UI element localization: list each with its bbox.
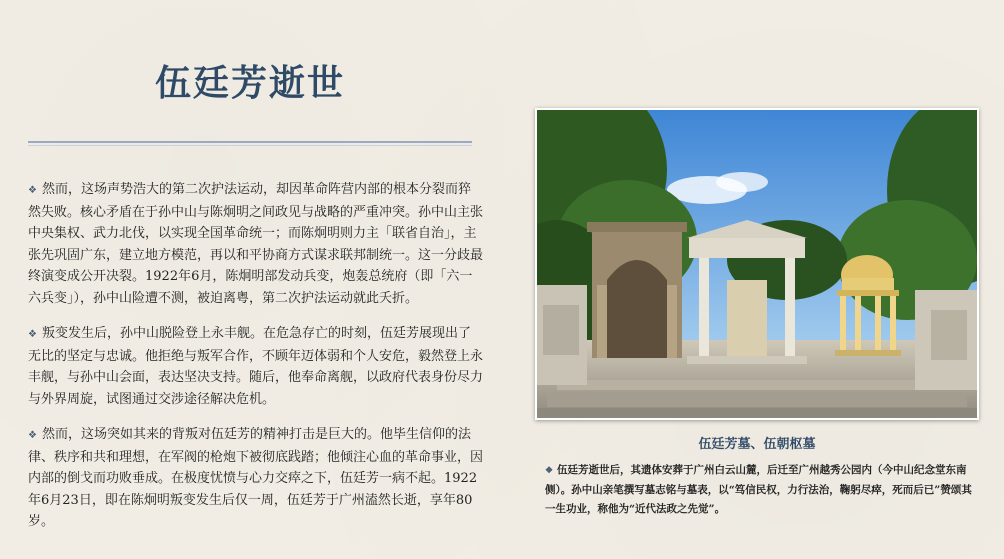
title-divider	[28, 141, 472, 147]
photo-note	[545, 461, 975, 519]
tomb-photo	[535, 108, 979, 420]
paragraph-3	[28, 424, 483, 533]
divider-line-thick	[28, 141, 472, 143]
tomb-photo-illustration	[537, 110, 977, 418]
paragraph-2-text: 叛变发生后，孙中山脱险登上永丰舰。在危急存亡的时刻，伍廷芳展现出了无比的坚定与忠诚。他拒绝与叛军合作，不顾年迈体弱和个人安危，毅然登上永丰舰，与孙中山会面，表达坚决支持。随后，他奉命离舰，以政府代表身份尽力与外界周旋，试图通过交涉途径解决危机。	[28, 326, 484, 407]
divider-line-thin	[28, 145, 472, 146]
paragraph-3-text: 然而，这场突如其来的背叛对伍廷芳的精神打击是巨大的。他毕生信仰的法律、秩序和共和理想，在军阀的枪炮下被彻底践踏；他倾注心血的革命事业，因内部的倒戈而功败垂成。在极度忧愤与心力交瘁之下，伍廷芳一病不起。1922年6月23日，即在陈炯明叛变发生后仅一周，伍廷芳于广州溘然长逝，享年80岁。	[28, 427, 484, 529]
diamond-bullet-icon: ❖	[28, 185, 37, 196]
diamond-bullet-icon: ❖	[28, 329, 37, 340]
diamond-bullet-icon: ❖	[28, 430, 37, 441]
paragraph-1	[28, 179, 483, 309]
photo-caption: 伍廷芳墓、伍朝枢墓	[698, 437, 816, 452]
paragraph-2	[28, 323, 483, 410]
slide-title: 伍廷芳逝世	[154, 62, 345, 104]
diamond-bullet-icon: ❖	[545, 466, 554, 476]
photo-note-text: 伍廷芳逝世后，其遗体安葬于广州白云山麓，后迁至广州越秀公园内（今中山纪念堂东南侧）。孙中山亲笔撰写墓志铭与墓表，以“笃信民权，力行法治，鞠躬尽瘁，死而后已”赞颂其一生功业，称他为“近代法政之先觉”。	[545, 464, 972, 515]
paragraph-1-text: 然而，这场声势浩大的第二次护法运动，却因革命阵营内部的根本分裂而猝然失败。核心矛盾在于孙中山与陈炯明之间政见与战略的严重冲突。孙中山主张中央集权、武力北伐，以实现全国革命统一；而陈炯明则力主「联省自治」，主张先巩固广东，建立地方模范，再以和平协商方式谋求联邦制统一。这一分歧最终演变成公开决裂。1922年6月，陈炯明部发动兵变，炮轰总统府（即「六一六兵变」），孙中山险遭不测，被迫离粤，第二次护法运动就此夭折。	[28, 182, 484, 306]
